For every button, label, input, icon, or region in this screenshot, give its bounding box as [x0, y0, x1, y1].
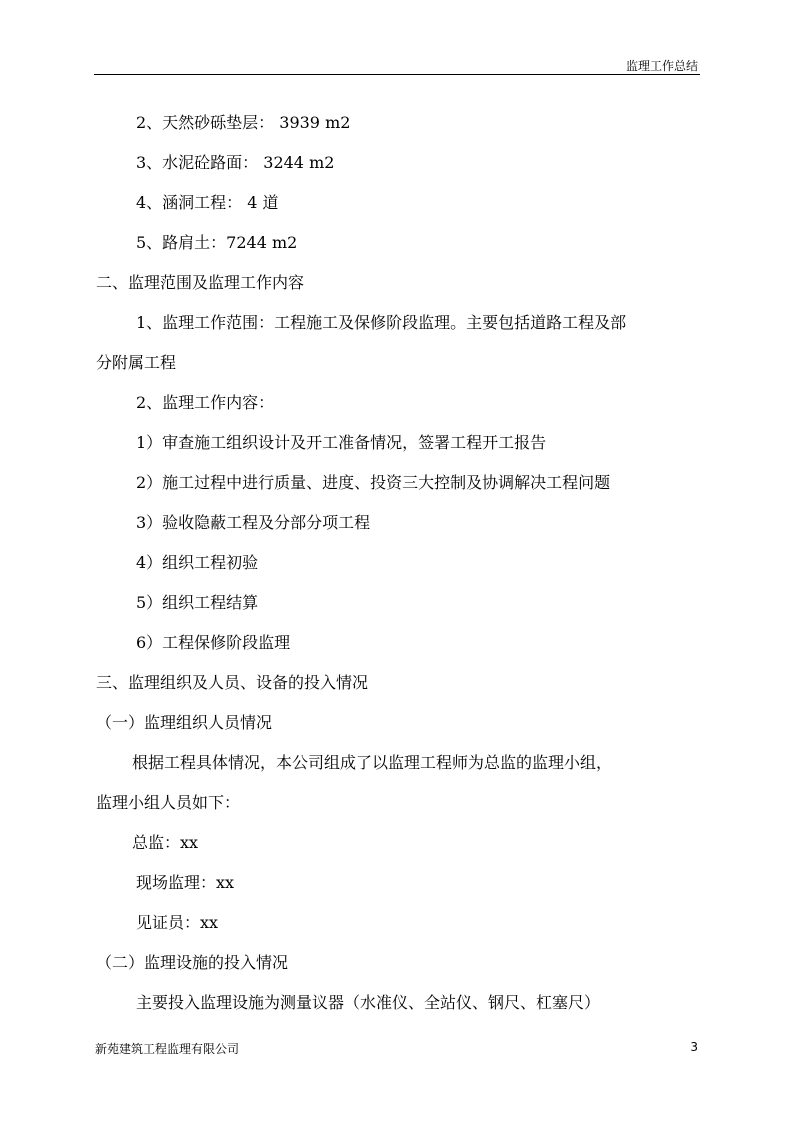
- staff-entry: 总监：xx: [132, 833, 199, 852]
- text-line: 分附属工程: [96, 353, 177, 372]
- staff-entry: 现场监理：xx: [136, 873, 235, 892]
- list-item: 4）组织工程初验: [136, 553, 259, 572]
- text-line: 5、路肩土：7244 m2: [136, 233, 298, 252]
- subsection-heading: （二）监理设施的投入情况: [96, 953, 289, 972]
- section-heading: 三、监理组织及人员、设备的投入情况: [96, 673, 369, 692]
- text-line: 1、监理工作范围：工程施工及保修阶段监理。主要包括道路工程及部: [136, 313, 627, 332]
- list-item: 6）工程保修阶段监理: [136, 633, 291, 652]
- section-heading: 二、监理范围及监理工作内容: [96, 273, 305, 292]
- paragraph-line: 主要投入监理设施为测量议器（水准仪、全站仪、钢尺、杠塞尺）: [136, 993, 601, 1012]
- header-divider: [94, 74, 700, 75]
- text-line: 4、涵洞工程： 4 道: [136, 193, 279, 212]
- text-line: 2、监理工作内容：: [136, 393, 275, 412]
- list-item: 2）施工过程中进行质量、进度、投资三大控制及协调解决工程问题: [136, 473, 611, 492]
- paragraph-line: 监理小组人员如下：: [96, 793, 241, 812]
- paragraph-line: 根据工程具体情况，本公司组成了以监理工程师为总监的监理小组，: [132, 753, 613, 772]
- text-line: 3、水泥砼路面： 3244 m2: [136, 153, 335, 172]
- subsection-heading: （一）监理组织人员情况: [96, 713, 273, 732]
- staff-entry: 见证员：xx: [136, 913, 219, 932]
- list-item: 3）验收隐蔽工程及分部分项工程: [136, 513, 371, 532]
- page-number: 3: [690, 1040, 698, 1054]
- footer-company: 新苑建筑工程监理有限公司: [95, 1042, 240, 1056]
- list-item: 1）审查施工组织设计及开工准备情况，签署工程开工报告: [136, 433, 547, 452]
- text-line: 2、天然砂砾垫层： 3939 m2: [136, 113, 351, 132]
- header-title: 监理工作总结: [625, 59, 698, 73]
- list-item: 5）组织工程结算: [136, 593, 259, 612]
